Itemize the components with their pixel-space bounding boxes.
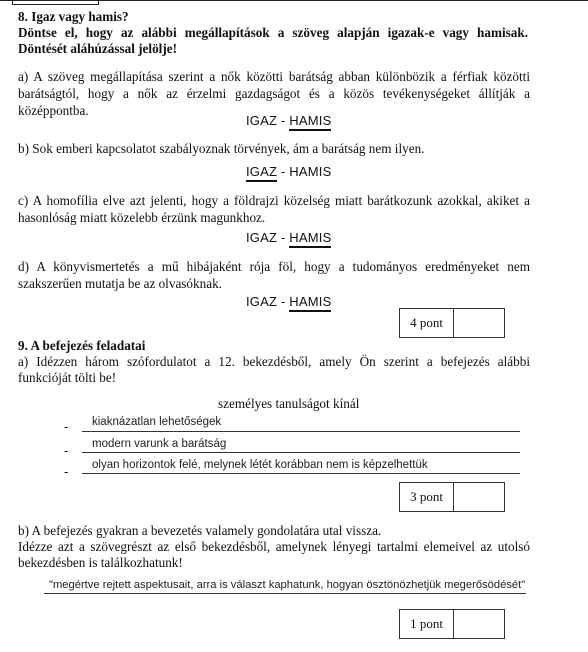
q9b-score-field[interactable]: [454, 610, 504, 638]
q9b-prompt-line1: b) A befejezés gyakran a bevezetés valamely gondolatára utal vissza.: [18, 523, 382, 538]
q9b-score-label: 1 pont: [400, 610, 454, 638]
hamis-option-underlined: HAMIS: [289, 230, 331, 248]
q9a-function-label: személyes tanulságot kínál: [218, 396, 360, 411]
answer-bullet: -: [64, 464, 69, 479]
q8-answer-a[interactable]: IGAZ - HAMIS: [246, 113, 331, 128]
hamis-option-underlined: HAMIS: [289, 294, 331, 312]
q8-score-label: 4 pont: [400, 309, 454, 337]
q9a-score-field[interactable]: [454, 483, 504, 511]
q8-score-box: [399, 308, 505, 338]
answer-line-3: [82, 473, 520, 474]
q8-answer-b[interactable]: IGAZ - HAMIS: [246, 164, 331, 179]
q9a-answer-3[interactable]: olyan horizontok felé, melynek létét korábban nem is képzelhettük: [92, 459, 428, 471]
q8-score-field[interactable]: [454, 309, 504, 337]
q9b-answer[interactable]: "megértve rejtett aspektusait, arra is választ kaphatunk, hogyan ösztönözhetjük megerősödését": [49, 579, 526, 591]
q8-statement-a: a) A szöveg megállapítása szerint a nők közötti barátság abban különbözik a férfiak közötti barátságtól, hogy a nők az érzelmi gazdagságot és a közös tevékenységeket állítják a középpontba.: [18, 69, 530, 118]
igaz-option: IGAZ: [246, 294, 278, 309]
answer-line-1: [82, 431, 520, 432]
q9a-score-label: 3 pont: [400, 483, 454, 511]
q9b-prompt-line3: bekezdésben is találkozhatunk!: [18, 555, 183, 570]
q9-heading: 9. A befejezés feladatai: [18, 338, 146, 353]
q9a-answer-2[interactable]: modern varunk a barátság: [92, 438, 227, 450]
top-edge-notch: [12, 0, 99, 5]
q9b-prompt-line2: Idézze azt a szövegrészt az első bekezdésből, amelynek lényegi tartalmi elemeivel az utolsó: [18, 539, 530, 554]
hamis-option: HAMIS: [289, 164, 332, 179]
answer-bullet: -: [64, 443, 69, 458]
q9b-answer-line: [44, 593, 526, 594]
igaz-option: IGAZ: [246, 230, 278, 245]
q8-statement-c: c) A homofília elve azt jelenti, hogy a földrajzi közelség miatt barátkozunk azokkal, akiket a hasonlóság miatt közelebb érzünk magunkhoz.: [18, 193, 530, 225]
q8-instruction-line1: Döntse el, hogy az alábbi megállapítások a szöveg alapján igazak-e vagy hamisak.: [18, 25, 528, 40]
q8-statement-d: d) A könyvismertetés a mű hibájaként rója föl, hogy a tudományos eredményeket nem szakszerűen mutatja be az olvasóknak.: [18, 259, 530, 291]
q8-instruction-line2: Döntését aláhúzással jelölje!: [18, 41, 177, 56]
q8-statement-b: b) Sok emberi kapcsolatot szabályoznak törvények, ám a barátság nem ilyen.: [18, 141, 425, 156]
answer-bullet: -: [64, 419, 69, 434]
hamis-option-underlined: HAMIS: [289, 113, 331, 131]
q8-answer-d[interactable]: IGAZ - HAMIS: [246, 294, 331, 309]
q8-heading: 8. Igaz vagy hamis?: [18, 9, 129, 24]
igaz-option-underlined: IGAZ: [246, 164, 277, 182]
q9a-prompt-line2: funkcióját tölti be!: [18, 370, 117, 385]
igaz-option: IGAZ: [246, 113, 278, 128]
q9a-prompt-line1: a) Idézzen három szófordulatot a 12. bekezdésből, amely Ön szerint a befejezés alábbi: [18, 354, 530, 369]
q9b-score-box: [399, 609, 505, 639]
q9a-score-box: [399, 482, 505, 512]
q8-answer-c[interactable]: IGAZ - HAMIS: [246, 230, 331, 245]
answer-line-2: [82, 452, 520, 453]
q9a-answer-1[interactable]: kiaknázatlan lehetőségek: [92, 416, 222, 428]
